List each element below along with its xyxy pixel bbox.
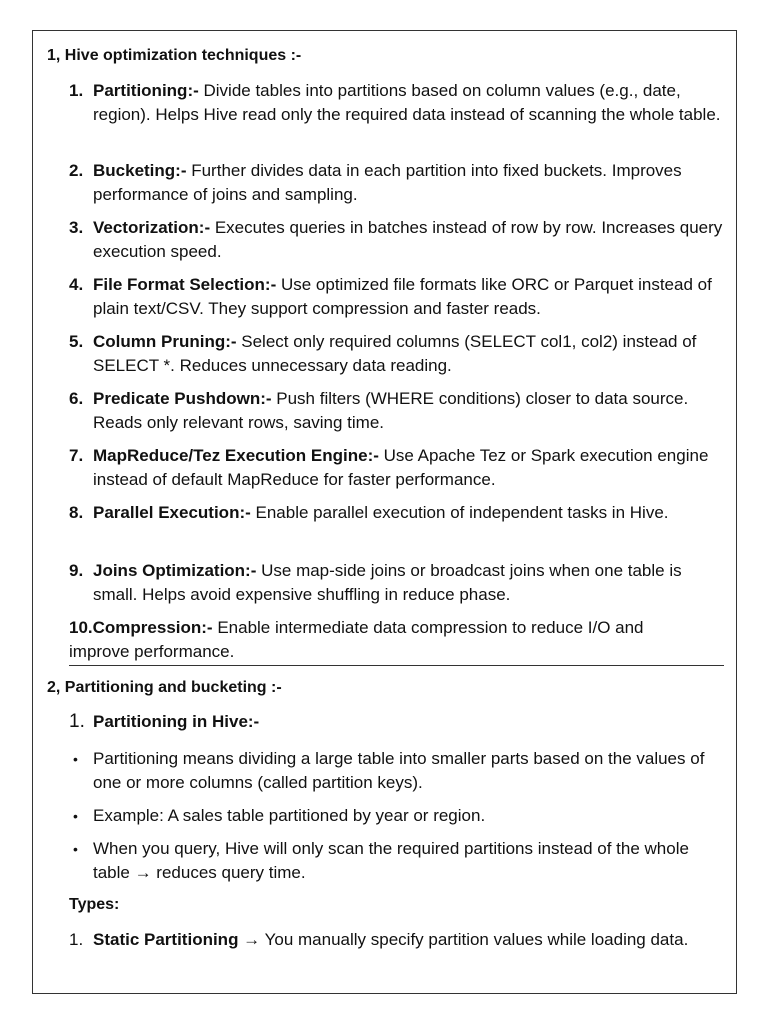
item-number: 5.	[69, 332, 84, 351]
item-text: Executes queries in batches instead of row by row. Increases query execution speed.	[93, 218, 723, 261]
item-term: Column Pruning:-	[93, 332, 237, 351]
item-text: You manually specify partition values while loading data.	[260, 930, 689, 949]
subsection-title	[69, 711, 259, 733]
bullet-text: Example: A sales table partitioned by year or region.	[93, 806, 486, 825]
item-number: 4.	[69, 275, 84, 294]
bullet-dot: •	[73, 751, 78, 767]
section2-heading: 2, Partitioning and bucketing :-	[47, 679, 282, 696]
list-item-10	[69, 616, 729, 640]
item-term: Joins Optimization:-	[93, 561, 257, 580]
subsection-number: 1.	[69, 711, 85, 732]
item-number: 8.	[69, 503, 84, 522]
item-number: 1.	[69, 81, 84, 100]
item-number: 7.	[69, 446, 84, 465]
bullet-item	[69, 837, 724, 885]
list-item	[69, 559, 724, 607]
list-item	[69, 159, 724, 207]
item-term: Static Partitioning →	[93, 930, 261, 949]
item-number: 9.	[69, 561, 84, 580]
item-text: Use optimized file formats like ORC or Parquet instead of plain text/CSV. They support compression and faster reads.	[93, 275, 712, 318]
list-item	[69, 501, 724, 525]
item-10-continuation: improve performance.	[69, 642, 235, 661]
item-text: Use map-side joins or broadcast joins when one table is small. Helps avoid expensive shuffling in reduce phase.	[93, 561, 682, 604]
list-item	[69, 216, 724, 264]
item-text: Enable intermediate data compression to reduce I/O and	[212, 618, 644, 637]
bullet-dot: •	[73, 841, 78, 857]
item-number: 6.	[69, 389, 84, 408]
item-term: File Format Selection:-	[93, 275, 277, 294]
item-number: 2.	[69, 161, 84, 180]
item-term: Predicate Pushdown:-	[93, 389, 272, 408]
list-item	[69, 387, 724, 435]
list-item	[69, 79, 724, 127]
bullet-item	[69, 804, 724, 828]
subsection-label: Partitioning in Hive:-	[93, 712, 260, 731]
item-text: Select only required columns (SELECT col1, col2) instead of SELECT *. Reduces unnecessary data reading.	[93, 332, 697, 375]
item-number: 3.	[69, 218, 84, 237]
item-term: Vectorization:-	[93, 218, 211, 237]
document-frame	[32, 30, 737, 994]
list-item	[69, 330, 724, 378]
item-term: MapReduce/Tez Execution Engine:-	[93, 446, 379, 465]
item-term: Partitioning:-	[93, 81, 199, 100]
section1-heading: 1, Hive optimization techniques :-	[47, 47, 302, 64]
list-item	[69, 928, 724, 952]
list-item	[69, 273, 724, 321]
section-divider	[69, 665, 724, 666]
bullet-item	[69, 747, 724, 795]
item-term: 10.Compression:-	[69, 618, 213, 637]
item-text: Further divides data in each partition into fixed buckets. Improves performance of joins and sampling.	[93, 161, 682, 204]
item-text: Push filters (WHERE conditions) closer to data source. Reads only relevant rows, saving time.	[93, 389, 689, 432]
bullet-text: When you query, Hive will only scan the required partitions instead of the whole table → reduces query time.	[93, 839, 689, 882]
item-number: 1.	[69, 930, 84, 949]
item-term: Bucketing:-	[93, 161, 187, 180]
item-text: Divide tables into partitions based on column values (e.g., date, region). Helps Hive read only the required data instead of scanning the whole table.	[93, 81, 721, 124]
item-term: Parallel Execution:-	[93, 503, 251, 522]
item-text: Use Apache Tez or Spark execution engine instead of default MapReduce for faster performance.	[93, 446, 709, 489]
list-item	[69, 444, 724, 492]
types-label: Types:	[69, 896, 120, 913]
bullet-dot: •	[73, 808, 78, 824]
item-text: Enable parallel execution of independent tasks in Hive.	[250, 503, 669, 522]
bullet-text: Partitioning means dividing a large table into smaller parts based on the values of one or more columns (called partition keys).	[93, 749, 705, 792]
